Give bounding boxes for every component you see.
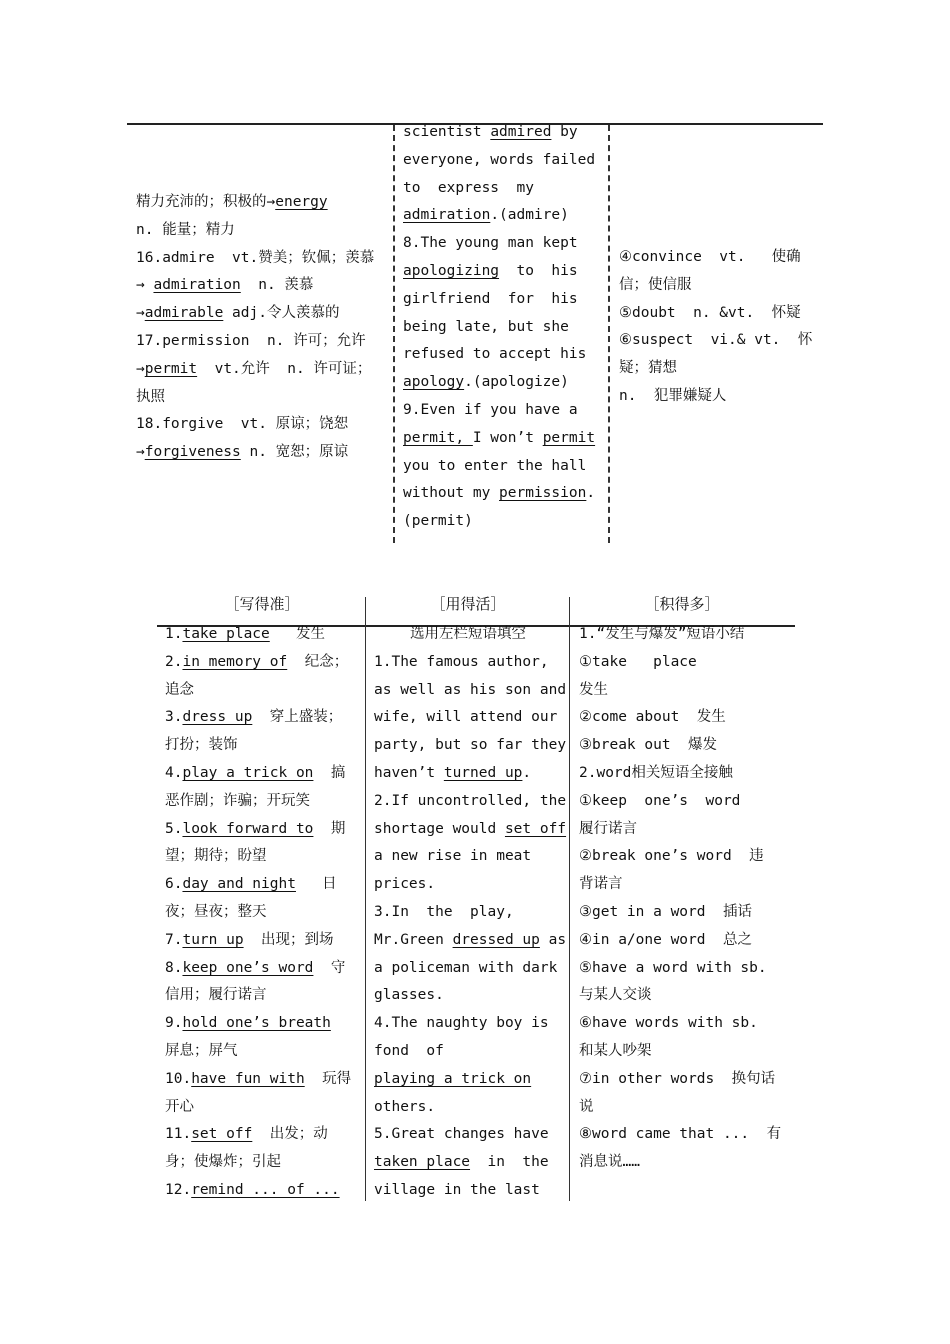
text-segment: without my (403, 485, 500, 502)
text-segment: ④in a/one word 总之 (579, 931, 752, 948)
text-segment: → (136, 305, 145, 322)
text-line (403, 508, 601, 536)
answer-blank: remind ... of ... (191, 1181, 340, 1198)
answer-blank: admired (490, 124, 552, 140)
text-segment: 说 (579, 1098, 594, 1115)
text-line (579, 843, 787, 871)
text-line (374, 649, 562, 677)
answer-blank: hold one’s breath (182, 1015, 331, 1032)
answer-blank: turned up (443, 764, 523, 781)
text-line (136, 189, 385, 217)
answer-blank: day and night (182, 876, 296, 893)
text-line (374, 1149, 562, 1177)
text-line (374, 1177, 562, 1205)
text-line (136, 328, 385, 356)
text-line (579, 871, 787, 899)
text-segment: ⑥have words with sb. (579, 1015, 758, 1032)
text-segment: ③get in a word 插话 (579, 903, 752, 920)
text-segment: (permit) (403, 513, 473, 530)
text-segment: n. 羡慕 (240, 277, 314, 294)
text-segment: ②break one’s word 违 (579, 848, 764, 865)
text-segment: a new rise in meat (374, 848, 532, 865)
text-line (579, 649, 787, 677)
text-segment: ⑥suspect vi.& vt. 怀 (619, 332, 813, 349)
text-line (374, 1010, 562, 1038)
text-line (619, 244, 815, 272)
text-line (165, 1010, 357, 1038)
text-segment: 18.forgive vt. 原谅；饶恕 (136, 416, 349, 433)
answer-blank: apology (403, 374, 465, 391)
text-segment: 纪念； (287, 653, 349, 670)
text-segment: everyone, words failed (403, 151, 596, 168)
text-segment: 日 (295, 876, 337, 893)
answer-blank: take place (182, 626, 270, 642)
text-segment: as (539, 931, 567, 948)
text-segment: 执照 (136, 388, 165, 405)
text-line (403, 119, 601, 147)
answer-blank: dress up (182, 709, 253, 726)
text-segment: 穿上盛装； (252, 709, 343, 726)
text-segment: n. 能量；精力 (136, 221, 235, 238)
text-segment: 疑；猜想 (619, 360, 677, 377)
text-line (165, 760, 357, 788)
text-segment: others. (374, 1098, 436, 1115)
text-segment: 4. (165, 764, 183, 781)
text-segment: shortage would (374, 820, 505, 837)
text-line (579, 1038, 787, 1066)
answer-blank: admiration (403, 207, 491, 224)
text-segment: 追念 (165, 681, 194, 698)
text-line (165, 704, 357, 732)
text-segment: . (522, 764, 532, 781)
text-segment: you to enter the hall (403, 457, 587, 474)
text-segment: 2.If uncontrolled, the (374, 792, 567, 809)
text-segment: glasses. (374, 987, 444, 1004)
text-line (165, 816, 357, 844)
text-line (403, 397, 601, 425)
text-segment: 出发；动 (252, 1126, 328, 1143)
answer-blank: forgiveness (144, 444, 241, 461)
text-segment: 与某人交谈 (579, 987, 652, 1004)
text-line (374, 927, 567, 955)
text-segment: 3. (165, 709, 183, 726)
text-segment: 精力充沛的；积极的→ (136, 194, 276, 210)
text-line (136, 217, 385, 245)
text-segment: 开心 (165, 1098, 194, 1115)
answer-blank: look forward to (182, 820, 314, 837)
bottom-middle-column (374, 621, 567, 1205)
text-segment: . (586, 485, 596, 502)
answer-blank: play a trick on (182, 764, 314, 781)
text-segment: by (551, 124, 578, 140)
text-segment: 2.word相关短语全接触 (579, 764, 733, 781)
text-line (579, 732, 787, 760)
text-line (165, 871, 357, 899)
text-line (165, 649, 357, 677)
text-line (403, 425, 601, 453)
text-line (403, 147, 601, 175)
text-segment: 期 (313, 820, 346, 837)
text-segment: 12. (165, 1181, 192, 1198)
text-line (403, 480, 601, 508)
text-segment: ③break out 爆发 (579, 737, 718, 754)
answer-blank: apologizing (403, 262, 500, 279)
text-segment: 搞 (313, 764, 346, 781)
text-segment: ①keep one’s word (579, 792, 741, 809)
text-segment: ②come about 发生 (579, 709, 726, 726)
text-segment: I won’t (472, 429, 543, 446)
text-line (403, 175, 601, 203)
top-divider-2 (608, 125, 610, 543)
text-line (403, 258, 601, 286)
text-line (374, 843, 562, 871)
text-line (165, 927, 357, 955)
text-line (579, 1094, 787, 1122)
text-line (374, 1066, 562, 1094)
text-segment: Mr.Green (374, 931, 453, 948)
answer-blank: permit, (403, 429, 473, 446)
text-segment: 出现；到场 (243, 931, 334, 948)
text-segment: a policeman with dark (374, 959, 558, 976)
text-segment: 和某人吵架 (579, 1042, 652, 1059)
text-segment: 8. (165, 959, 183, 976)
text-segment: 履行诺言 (579, 820, 637, 837)
text-line (579, 677, 787, 705)
text-segment: 9.Even if you have a (403, 401, 578, 418)
answer-blank: admirable (144, 305, 224, 322)
answer-blank: set off (504, 820, 567, 837)
text-line (579, 899, 787, 927)
text-segment: n. 宽恕；原谅 (240, 444, 349, 461)
bottom-divider-1 (365, 597, 366, 1201)
text-segment: → (136, 277, 154, 294)
text-segment: to his (499, 262, 578, 279)
top-right-column (619, 244, 815, 411)
answer-blank: playing a trick on (374, 1070, 532, 1087)
text-segment: 玩得 (304, 1070, 352, 1087)
text-segment: 5. (165, 820, 183, 837)
text-line (579, 1066, 787, 1094)
text-segment: scientist (403, 124, 491, 140)
text-segment: 选用左栏短语填空 (410, 626, 526, 642)
answer-blank: permission (499, 485, 587, 502)
text-segment: 4.The naughty boy is (374, 1015, 549, 1032)
text-segment: 1.“发生与爆发”短语小结 (579, 626, 745, 642)
text-segment: party, but so far they (374, 737, 567, 754)
text-line (579, 955, 787, 983)
bottom-right-column (579, 621, 787, 1177)
text-line (579, 621, 787, 649)
text-line (136, 356, 385, 384)
answer-blank: keep one’s word (182, 959, 314, 976)
text-segment: 望；期待；盼望 (165, 848, 267, 865)
answer-blank: set off (191, 1126, 253, 1143)
top-left-column (136, 189, 385, 467)
text-segment: 2. (165, 653, 183, 670)
text-line (403, 341, 601, 369)
text-line (165, 1121, 357, 1149)
text-segment: .(admire) (490, 207, 569, 224)
text-line (374, 1038, 562, 1066)
text-segment: 16.admire vt.赞美；钦佩；羡慕 (136, 249, 375, 266)
text-segment: village in the last (374, 1181, 540, 1198)
text-line (374, 621, 562, 649)
text-segment: 11. (165, 1126, 192, 1143)
answer-blank: turn up (182, 931, 244, 948)
text-line (165, 955, 357, 983)
answer-blank: admiration (153, 277, 241, 294)
text-segment: as well as his son and (374, 681, 567, 698)
answer-blank: have fun with (191, 1070, 305, 1087)
header-write-accurately: ［写得准］ (224, 595, 300, 613)
text-line (579, 760, 787, 788)
text-segment: 17.permission n. 许可；允许 (136, 332, 366, 349)
text-line (579, 982, 787, 1010)
text-line (374, 871, 562, 899)
text-segment: 信用；履行诺言 (165, 987, 267, 1004)
text-segment: 5.Great changes have (374, 1126, 549, 1143)
text-segment: girlfriend for his (403, 290, 578, 307)
text-segment: 夜；昼夜；整天 (165, 903, 267, 920)
text-line (136, 439, 385, 467)
text-line (374, 955, 562, 983)
text-line (374, 704, 562, 732)
text-line (403, 202, 601, 230)
answer-blank: in memory of (182, 653, 288, 670)
text-line (579, 788, 787, 816)
bottom-left-column (165, 621, 357, 1205)
text-line (579, 1149, 787, 1177)
text-segment: haven’t (374, 764, 444, 781)
text-segment: 身；使爆炸；引起 (165, 1154, 281, 1171)
text-segment: fond of (374, 1042, 444, 1059)
text-segment: 打扮；装饰 (165, 737, 238, 754)
text-line (165, 982, 357, 1010)
text-line (165, 621, 357, 649)
text-line (579, 704, 787, 732)
text-segment: .(apologize) (464, 374, 569, 391)
text-line (619, 272, 815, 300)
text-line (165, 677, 357, 705)
text-line (374, 788, 567, 816)
text-line (136, 384, 385, 412)
answer-blank: dressed up (452, 931, 540, 948)
text-segment: ⑦in other words 换句话 (579, 1070, 776, 1087)
text-line (165, 899, 357, 927)
text-segment: 1.The famous author, (374, 653, 549, 670)
text-segment: to express my (403, 179, 534, 196)
top-divider-1 (393, 125, 395, 543)
text-line (403, 314, 601, 342)
text-segment: ④convince vt. 使确 (619, 249, 801, 265)
text-segment: 7. (165, 931, 183, 948)
header-accumulate-more: ［积得多］ (644, 595, 720, 613)
text-segment: 6. (165, 876, 183, 893)
text-line (403, 286, 601, 314)
text-line (165, 843, 357, 871)
text-line (619, 355, 815, 383)
answer-blank: permit (144, 360, 198, 377)
text-line (165, 1066, 357, 1094)
text-line (579, 1121, 787, 1149)
text-line (165, 732, 357, 760)
text-segment: adj.令人羡慕的 (223, 305, 340, 322)
text-segment: 发生 (579, 681, 608, 698)
text-line (403, 453, 601, 481)
text-segment: ⑤doubt n. &vt. 怀疑 (619, 304, 801, 321)
text-segment: in the (470, 1154, 549, 1171)
text-segment: ①take place (579, 653, 697, 670)
top-middle-column (403, 119, 601, 536)
text-line (374, 982, 562, 1010)
text-segment: 信；使信服 (619, 276, 692, 293)
answer-blank: taken place (374, 1154, 471, 1171)
text-line (579, 1010, 787, 1038)
text-segment: being late, but she (403, 318, 569, 335)
text-segment: 背诺言 (579, 876, 623, 893)
text-segment: 屏息；屏气 (165, 1042, 238, 1059)
text-segment: 恶作剧；诈骗；开玩笑 (165, 792, 310, 809)
answer-blank: energy (275, 194, 328, 210)
text-segment: 8.The young man kept (403, 235, 578, 252)
text-line (579, 927, 787, 955)
text-line (619, 383, 815, 411)
text-segment: ⑧word came that ... 有 (579, 1126, 782, 1143)
text-line (619, 327, 815, 355)
header-use-flexibly: ［用得活］ (430, 595, 506, 613)
text-segment: prices. (374, 876, 436, 893)
answer-blank: permit (542, 429, 596, 446)
text-line (403, 369, 601, 397)
text-segment: → (136, 444, 145, 461)
text-segment: 发生 (269, 626, 325, 642)
text-line (374, 732, 567, 760)
text-segment: vt.允许 n. 许可证； (197, 360, 372, 377)
text-segment: 3.In the play, (374, 903, 514, 920)
text-line (374, 816, 567, 844)
text-line (136, 300, 385, 328)
text-line (136, 245, 385, 273)
text-line (579, 816, 787, 844)
text-line (136, 272, 385, 300)
text-segment: wife, will attend our (374, 709, 558, 726)
text-line (374, 1094, 562, 1122)
text-line (374, 899, 562, 927)
text-segment: ⑤have a word with sb. (579, 959, 767, 976)
text-line (374, 1121, 562, 1149)
text-segment: → (136, 360, 145, 377)
text-segment: n. 犯罪嫌疑人 (619, 387, 727, 404)
text-segment: 守 (313, 959, 346, 976)
text-segment: 10. (165, 1070, 192, 1087)
text-segment: 9. (165, 1015, 183, 1032)
text-segment: 消息说…… (579, 1154, 640, 1171)
text-line (165, 1149, 357, 1177)
text-line (403, 230, 601, 258)
text-segment: refused to accept his (403, 346, 587, 363)
text-line (374, 760, 562, 788)
bottom-divider-2 (569, 597, 570, 1201)
text-line (165, 1094, 357, 1122)
text-line (165, 1038, 357, 1066)
text-line (374, 677, 567, 705)
text-line (619, 300, 815, 328)
text-line (165, 1177, 357, 1205)
text-line (165, 788, 357, 816)
text-segment: 1. (165, 626, 183, 642)
text-line (136, 411, 385, 439)
